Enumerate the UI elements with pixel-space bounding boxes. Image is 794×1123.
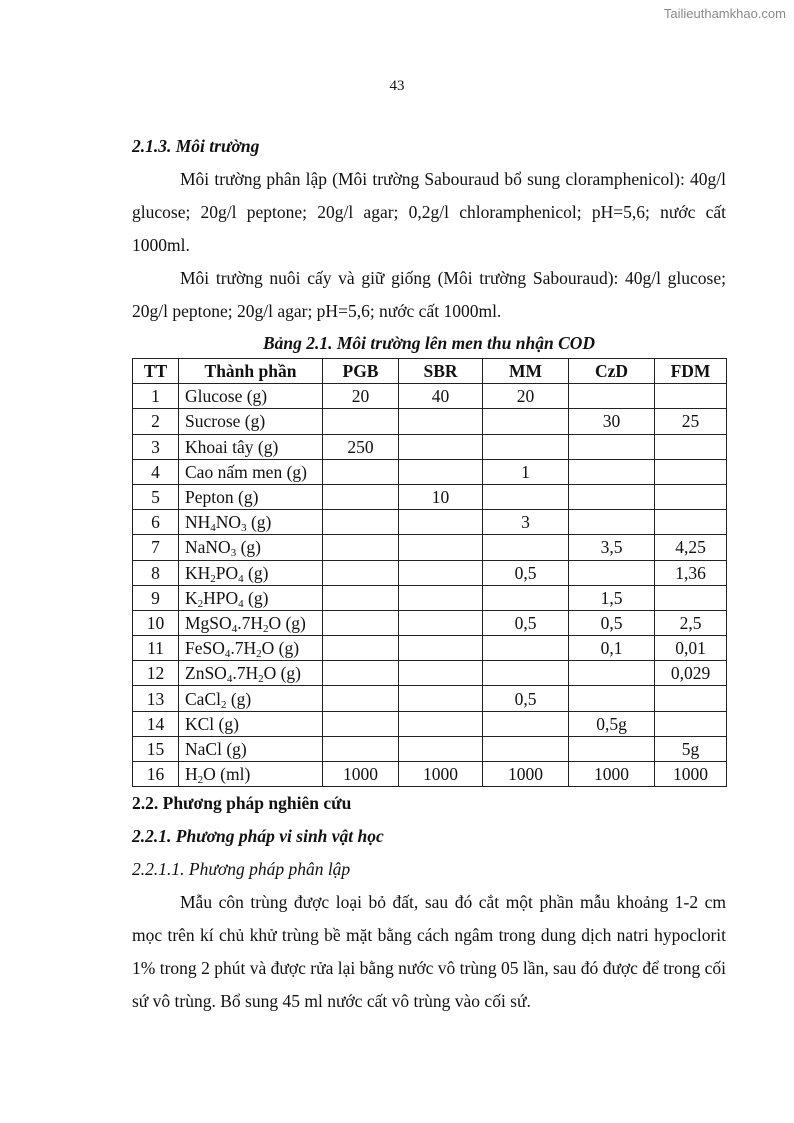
cell-comp: Cao nấm men (g) (179, 459, 323, 484)
cell-czd (569, 434, 655, 459)
cell-tt: 3 (133, 434, 179, 459)
table-header-row (133, 359, 727, 384)
cell-pgb (323, 510, 399, 535)
cell-czd (569, 686, 655, 711)
cell-comp: $FeSO_4.7H_2O$ (g) (179, 636, 323, 661)
cell-sbr (399, 409, 483, 434)
table-row (133, 510, 727, 535)
cell-mm: 1 (483, 459, 569, 484)
cell-pgb (323, 661, 399, 686)
cell-fdm: 1,36 (655, 560, 727, 585)
cell-pgb: 1000 (323, 762, 399, 787)
cell-czd: 0,5 (569, 610, 655, 635)
table-row (133, 711, 727, 736)
cell-pgb (323, 459, 399, 484)
cell-tt: 5 (133, 484, 179, 509)
cell-comp: $NH_4NO_3$ (g) (179, 510, 323, 535)
cell-sbr (399, 661, 483, 686)
paragraph-isolation-medium: Môi trường phân lập (Môi trường Sabouraud bổ sung cloramphenicol): 40g/l glucose; 20g/l peptone; 20g/l agar; 0,2g/l chloramphenicol; pH=5,6; nước cất 1000ml. (132, 169, 726, 255)
cell-tt: 15 (133, 736, 179, 761)
cell-fdm (655, 484, 727, 509)
cell-tt: 16 (133, 762, 179, 787)
cell-czd: 30 (569, 409, 655, 434)
cell-mm: 3 (483, 510, 569, 535)
cell-sbr: 1000 (399, 762, 483, 787)
cell-tt: 4 (133, 459, 179, 484)
column-header: CzD (569, 359, 655, 384)
cell-tt: 14 (133, 711, 179, 736)
cell-pgb (323, 736, 399, 761)
cell-fdm (655, 384, 727, 409)
table-row (133, 484, 727, 509)
cell-pgb (323, 560, 399, 585)
cell-comp: $H_2O$ (ml) (179, 762, 323, 787)
cell-czd: 3,5 (569, 535, 655, 560)
cell-comp: $KH_2PO_4$ (g) (179, 560, 323, 585)
cell-czd (569, 661, 655, 686)
cell-sbr (399, 686, 483, 711)
table-row (133, 585, 727, 610)
cell-czd: 1,5 (569, 585, 655, 610)
cell-comp: Glucose (g) (179, 384, 323, 409)
table-row (133, 736, 727, 761)
column-header: SBR (399, 359, 483, 384)
cell-pgb (323, 636, 399, 661)
cell-comp: $MgSO_4.7H_2O$ (g) (179, 610, 323, 635)
table-row (133, 661, 727, 686)
cell-mm (483, 484, 569, 509)
cell-mm: 20 (483, 384, 569, 409)
cell-fdm (655, 686, 727, 711)
cell-fdm: 5g (655, 736, 727, 761)
cell-comp: Pepton (g) (179, 484, 323, 509)
cell-fdm: 0,01 (655, 636, 727, 661)
table-row (133, 686, 727, 711)
cell-sbr (399, 434, 483, 459)
cell-czd (569, 560, 655, 585)
cell-tt: 7 (133, 535, 179, 560)
cell-pgb (323, 610, 399, 635)
table-row (133, 610, 727, 635)
cell-comp: NaCl (g) (179, 736, 323, 761)
cell-tt: 6 (133, 510, 179, 535)
section-heading-2-2-1-1: 2.2.1.1. Phương pháp phân lập (132, 859, 351, 880)
table-row (133, 434, 727, 459)
cell-tt: 12 (133, 661, 179, 686)
cell-fdm (655, 585, 727, 610)
cell-mm (483, 535, 569, 560)
watermark: Tailieuthamkhao.com (663, 6, 786, 21)
cell-tt: 8 (133, 560, 179, 585)
cell-czd (569, 736, 655, 761)
table-row (133, 384, 727, 409)
cell-sbr (399, 535, 483, 560)
table-row (133, 535, 727, 560)
table-row (133, 636, 727, 661)
cell-mm: 1000 (483, 762, 569, 787)
cell-czd (569, 384, 655, 409)
cell-sbr (399, 610, 483, 635)
cell-pgb (323, 535, 399, 560)
column-header: FDM (655, 359, 727, 384)
cell-tt: 13 (133, 686, 179, 711)
cell-comp: $K_2HPO_4$ (g) (179, 585, 323, 610)
paragraph-culture-medium: Môi trường nuôi cấy và giữ giống (Môi trường Sabouraud): 40g/l glucose; 20g/l peptone; 20g/l agar; pH=5,6; nước cất 1000ml. (132, 268, 726, 321)
section-heading-2-2-1: 2.2.1. Phương pháp vi sinh vật học (132, 826, 384, 847)
cell-comp: KCl (g) (179, 711, 323, 736)
cell-mm: 0,5 (483, 560, 569, 585)
cell-sbr (399, 459, 483, 484)
cell-tt: 9 (133, 585, 179, 610)
document-body (132, 130, 726, 1018)
section-heading-2-2: 2.2. Phương pháp nghiên cứu (132, 793, 352, 814)
cell-sbr (399, 585, 483, 610)
cell-sbr: 10 (399, 484, 483, 509)
media-table (132, 358, 727, 787)
table-body (133, 384, 727, 787)
cell-czd: 0,5g (569, 711, 655, 736)
cell-sbr (399, 736, 483, 761)
cell-fdm (655, 459, 727, 484)
cell-fdm: 25 (655, 409, 727, 434)
section-heading-2-1-3: 2.1.3. Môi trường (132, 136, 260, 156)
cell-czd (569, 484, 655, 509)
cell-fdm (655, 510, 727, 535)
cell-mm (483, 409, 569, 434)
cell-pgb (323, 409, 399, 434)
column-header: MM (483, 359, 569, 384)
cell-czd (569, 459, 655, 484)
cell-comp: CaCl$_2$ (g) (179, 686, 323, 711)
table-row (133, 560, 727, 585)
cell-pgb (323, 585, 399, 610)
cell-mm (483, 636, 569, 661)
cell-sbr (399, 711, 483, 736)
cell-mm (483, 736, 569, 761)
cell-mm (483, 711, 569, 736)
cell-comp: NaNO$_3$ (g) (179, 535, 323, 560)
cell-mm: 0,5 (483, 610, 569, 635)
column-header: TT (133, 359, 179, 384)
cell-sbr (399, 636, 483, 661)
cell-fdm: 4,25 (655, 535, 727, 560)
cell-czd (569, 510, 655, 535)
cell-fdm: 1000 (655, 762, 727, 787)
cell-sbr (399, 510, 483, 535)
cell-tt: 10 (133, 610, 179, 635)
cell-comp: Sucrose (g) (179, 409, 323, 434)
cell-czd: 1000 (569, 762, 655, 787)
cell-mm (483, 434, 569, 459)
cell-fdm: 2,5 (655, 610, 727, 635)
cell-pgb: 250 (323, 434, 399, 459)
table-row (133, 762, 727, 787)
cell-pgb (323, 686, 399, 711)
column-header: Thành phần (179, 359, 323, 384)
table-row (133, 409, 727, 434)
cell-sbr (399, 560, 483, 585)
cell-sbr: 40 (399, 384, 483, 409)
page-number: 43 (389, 78, 405, 94)
cell-pgb (323, 711, 399, 736)
cell-pgb (323, 484, 399, 509)
column-header: PGB (323, 359, 399, 384)
table-row (133, 459, 727, 484)
cell-pgb: 20 (323, 384, 399, 409)
cell-comp: $ZnSO_4.7H_2O$ (g) (179, 661, 323, 686)
cell-mm: 0,5 (483, 686, 569, 711)
cell-fdm: 0,029 (655, 661, 727, 686)
cell-tt: 11 (133, 636, 179, 661)
table-caption: Bảng 2.1. Môi trường lên men thu nhận COD (262, 333, 596, 353)
cell-czd: 0,1 (569, 636, 655, 661)
paragraph-isolation-method: Mẫu côn trùng được loại bỏ đất, sau đó cắt một phần mẫu khoảng 1-2 cm mọc trên kí chủ khử trùng bề mặt bằng cách ngâm trong dung dịch natri hypoclorit 1% trong 2 phút và được rửa lại bằng nước vô trùng 05 lần, sau đó được để trong cối sứ vô trùng. Bổ sung 45 ml nước cất vô trùng vào cối sứ. (132, 892, 726, 1012)
cell-tt: 1 (133, 384, 179, 409)
cell-comp: Khoai tây (g) (179, 434, 323, 459)
cell-mm (483, 585, 569, 610)
cell-mm (483, 661, 569, 686)
cell-fdm (655, 434, 727, 459)
cell-tt: 2 (133, 409, 179, 434)
cell-fdm (655, 711, 727, 736)
